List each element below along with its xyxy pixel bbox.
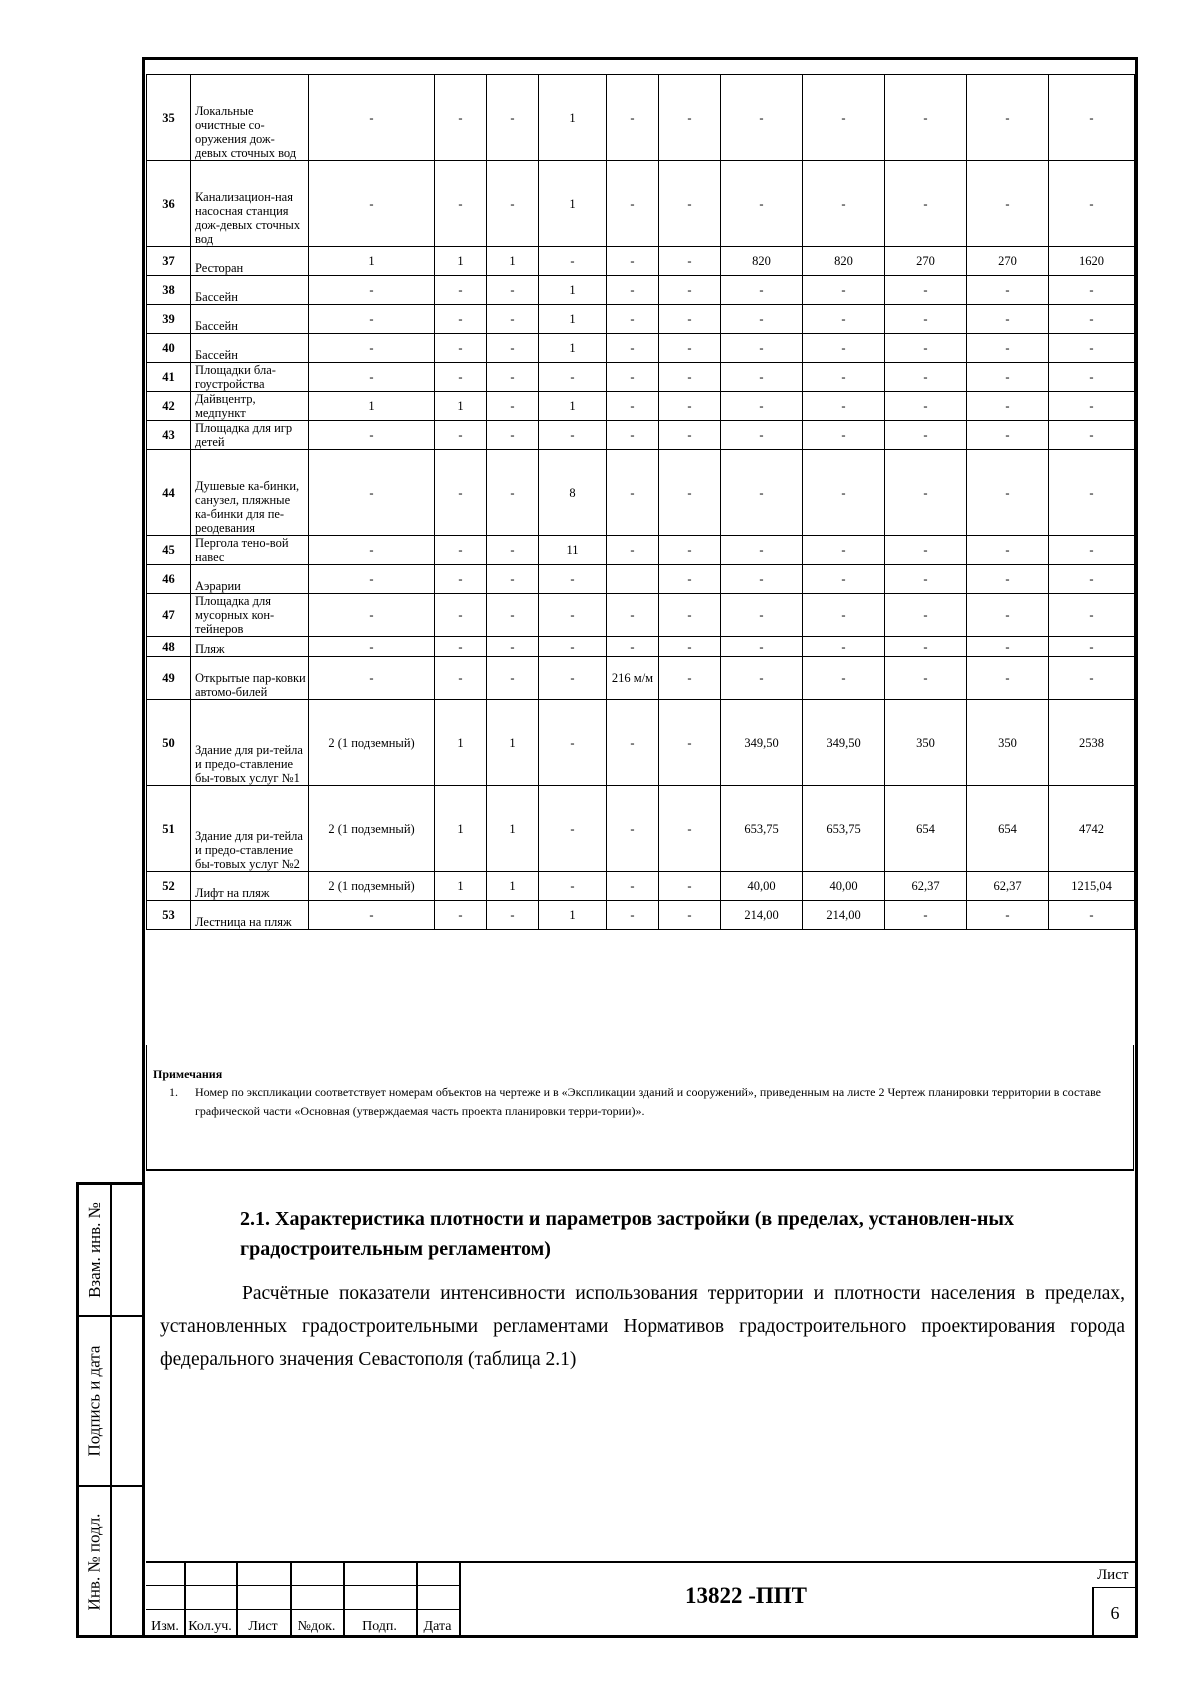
table-cell: 62,37 (885, 872, 967, 901)
table-cell: 2 (1 подземный) (309, 872, 435, 901)
table-cell: 1 (487, 786, 539, 872)
table-cell: 1 (487, 872, 539, 901)
object-name: Здание для ри-тейла и предо-ставление бы-товых услуг №1 (191, 700, 309, 786)
row-number: 44 (147, 450, 191, 536)
table-cell: 40,00 (721, 872, 803, 901)
table-cell: - (721, 334, 803, 363)
table-cell: - (803, 565, 885, 594)
table-cell: - (885, 901, 967, 930)
table-cell: - (967, 421, 1049, 450)
sidebar-podpis: Подпись и дата (84, 1345, 104, 1457)
sidebar-inv: Инв. № подл. (84, 1513, 104, 1611)
row-number: 39 (147, 305, 191, 334)
object-name: Лифт на пляж (191, 872, 309, 901)
table-cell: - (487, 75, 539, 161)
table-cell: 270 (967, 247, 1049, 276)
table-cell: - (885, 276, 967, 305)
table-cell: - (803, 392, 885, 421)
table-cell: - (435, 334, 487, 363)
table-cell: - (487, 657, 539, 700)
table-cell: 1 (435, 872, 487, 901)
object-name: Пляж (191, 637, 309, 657)
table-cell: - (721, 392, 803, 421)
table-cell: - (659, 421, 721, 450)
table-cell: - (659, 637, 721, 657)
table-cell: - (1049, 276, 1135, 305)
table-cell: - (659, 786, 721, 872)
table-row (147, 161, 1135, 247)
table-cell: - (721, 75, 803, 161)
table-cell: - (885, 334, 967, 363)
table-cell: - (967, 161, 1049, 247)
table-cell: - (967, 75, 1049, 161)
table-cell: - (967, 565, 1049, 594)
table-cell: - (659, 450, 721, 536)
table-cell: 653,75 (803, 786, 885, 872)
table-cell: - (435, 565, 487, 594)
table-cell: - (435, 363, 487, 392)
row-number: 50 (147, 700, 191, 786)
table-cell: - (435, 421, 487, 450)
table-cell: - (435, 536, 487, 565)
object-name: Бассейн (191, 276, 309, 305)
table-cell: - (967, 392, 1049, 421)
table-cell: - (885, 75, 967, 161)
table-cell: 270 (885, 247, 967, 276)
table-cell: - (487, 901, 539, 930)
object-name: Площадка для мусорных кон-тейнеров (191, 594, 309, 637)
table-cell: - (607, 305, 659, 334)
table-cell: - (607, 450, 659, 536)
table-cell: - (607, 872, 659, 901)
table-cell: - (487, 536, 539, 565)
table-cell: 350 (885, 700, 967, 786)
row-number: 52 (147, 872, 191, 901)
table-cell: - (659, 75, 721, 161)
table-cell: - (967, 901, 1049, 930)
table-row (147, 700, 1135, 786)
row-number: 40 (147, 334, 191, 363)
notes-heading: Примечания (153, 1067, 223, 1081)
table-cell: 654 (885, 786, 967, 872)
table-cell: - (659, 594, 721, 637)
object-name: Ресторан (191, 247, 309, 276)
table-cell: - (309, 657, 435, 700)
table-cell: 4742 (1049, 786, 1135, 872)
table-cell: - (803, 421, 885, 450)
table-row (147, 247, 1135, 276)
table-cell: - (885, 421, 967, 450)
table-cell: 8 (539, 450, 607, 536)
table-cell: - (487, 161, 539, 247)
table-cell: - (607, 247, 659, 276)
object-name: Площадка для игр детей (191, 421, 309, 450)
table-cell: - (309, 637, 435, 657)
notes-block (146, 1045, 1134, 1170)
table-cell: 1 (435, 786, 487, 872)
table-cell: - (885, 657, 967, 700)
table-cell: - (659, 565, 721, 594)
table-cell: - (885, 565, 967, 594)
table-cell: - (309, 305, 435, 334)
table-cell: 349,50 (803, 700, 885, 786)
object-name: Канализацион-ная насосная станция дож-девых сточных вод (191, 161, 309, 247)
row-number: 41 (147, 363, 191, 392)
row-number: 48 (147, 637, 191, 657)
table-cell: - (721, 421, 803, 450)
table-cell: 820 (721, 247, 803, 276)
table-cell: - (1049, 450, 1135, 536)
table-cell: - (885, 450, 967, 536)
table-row (147, 363, 1135, 392)
table-cell: - (967, 363, 1049, 392)
table-cell: 2538 (1049, 700, 1135, 786)
stamp-label-koluch: Кол.уч. (188, 1619, 232, 1634)
table-cell: 2 (1 подземный) (309, 700, 435, 786)
table-cell: - (659, 700, 721, 786)
table-cell: - (539, 872, 607, 901)
table-cell: - (309, 334, 435, 363)
table-cell: - (539, 657, 607, 700)
table-cell: - (1049, 305, 1135, 334)
table-cell: - (309, 901, 435, 930)
table-cell: - (539, 421, 607, 450)
table-cell: 1 (435, 392, 487, 421)
table-cell: - (539, 247, 607, 276)
table-cell: 1 (309, 392, 435, 421)
object-name: Аэрарии (191, 565, 309, 594)
table-row (147, 276, 1135, 305)
table-cell: - (607, 363, 659, 392)
object-name: Дайвцентр, медпункт (191, 392, 309, 421)
table-cell: 1 (539, 392, 607, 421)
document-code: 13822 -ППТ (684, 1583, 808, 1608)
table-cell: - (721, 637, 803, 657)
table-cell: - (435, 637, 487, 657)
table-cell: - (1049, 334, 1135, 363)
table-row (147, 305, 1135, 334)
table-cell: - (539, 637, 607, 657)
row-number: 37 (147, 247, 191, 276)
table-cell: - (435, 450, 487, 536)
table-cell: - (967, 450, 1049, 536)
table-cell: - (721, 594, 803, 637)
table-cell: - (721, 363, 803, 392)
table-cell: - (803, 276, 885, 305)
row-number: 53 (147, 901, 191, 930)
section-title: 2.1. Характеристика плотности и параметров застройки (в пределах, установлен-ных градостроительным регламентом) (240, 1208, 1015, 1260)
table-cell: - (309, 276, 435, 305)
table-cell: 350 (967, 700, 1049, 786)
table-cell: - (607, 536, 659, 565)
row-number: 45 (147, 536, 191, 565)
sheet-number: 6 (1110, 1603, 1120, 1623)
table-cell: - (607, 161, 659, 247)
table-cell: - (1049, 657, 1135, 700)
object-name: Пергола тено-вой навес (191, 536, 309, 565)
table-cell: - (309, 363, 435, 392)
table-cell: - (967, 637, 1049, 657)
table-row (147, 637, 1135, 657)
table-cell: - (435, 161, 487, 247)
table-cell: - (1049, 421, 1135, 450)
table-cell: - (1049, 536, 1135, 565)
table-cell: - (607, 637, 659, 657)
table-cell: 1 (487, 700, 539, 786)
row-number: 36 (147, 161, 191, 247)
table-cell: - (607, 786, 659, 872)
table-row (147, 536, 1135, 565)
table-cell: - (487, 305, 539, 334)
table-row (147, 565, 1135, 594)
table-row (147, 594, 1135, 637)
table-cell: - (607, 594, 659, 637)
table-cell: - (607, 392, 659, 421)
table-cell: - (487, 421, 539, 450)
object-name: Лестница на пляж (191, 901, 309, 930)
table-cell: - (309, 75, 435, 161)
stamp-label-data: Дата (423, 1619, 452, 1634)
table-cell: - (435, 594, 487, 637)
table-cell: - (1049, 161, 1135, 247)
table-row (147, 872, 1135, 901)
table-cell: - (487, 450, 539, 536)
notes-item (169, 1083, 1117, 1121)
table-cell: - (967, 305, 1049, 334)
object-name: Бассейн (191, 334, 309, 363)
table-cell: - (539, 700, 607, 786)
table-cell (607, 565, 659, 594)
table-body (147, 75, 1135, 930)
table-cell: - (539, 565, 607, 594)
notes-item-text: Номер по экспликации соответствует номерам объектов на чертеже и в «Экспликации зданий и сооружений», приведенным на листе 2 Чертеж планировки территории в составе графической части «Основная (утверждаемая часть проекта планировки терри-тории)». (195, 1085, 1102, 1118)
row-number: 42 (147, 392, 191, 421)
table-cell: 62,37 (967, 872, 1049, 901)
table-cell: - (721, 565, 803, 594)
table-row (147, 334, 1135, 363)
table-cell: - (607, 75, 659, 161)
table-cell: - (803, 161, 885, 247)
table-cell: - (309, 421, 435, 450)
table-cell: - (803, 637, 885, 657)
object-name: Локальные очистные со-оружения дож-девых сточных вод (191, 75, 309, 161)
explication-table (146, 74, 1135, 930)
table-cell: - (659, 161, 721, 247)
table-cell: 1620 (1049, 247, 1135, 276)
object-name: Бассейн (191, 305, 309, 334)
table-cell: - (885, 363, 967, 392)
object-name: Открытые пар-ковки автомо-билей (191, 657, 309, 700)
table-cell: - (967, 334, 1049, 363)
stamp-label-list: Лист (248, 1619, 278, 1634)
divider (146, 1169, 1134, 1171)
table-row (147, 657, 1135, 700)
table-cell: - (487, 276, 539, 305)
table-cell: - (607, 334, 659, 363)
table-cell: 11 (539, 536, 607, 565)
object-name: Здание для ри-тейла и предо-ставление бы-товых услуг №2 (191, 786, 309, 872)
table-cell: 1 (539, 305, 607, 334)
table-cell: - (659, 392, 721, 421)
table-cell: - (435, 305, 487, 334)
table-cell: 1 (539, 901, 607, 930)
table-cell: - (659, 334, 721, 363)
table-cell: - (1049, 392, 1135, 421)
table-cell: 214,00 (803, 901, 885, 930)
table-cell: - (885, 392, 967, 421)
table-cell: - (309, 450, 435, 536)
table-cell: - (967, 276, 1049, 305)
stamp-label-podp: Подп. (362, 1619, 397, 1634)
table-cell: - (967, 594, 1049, 637)
table-cell: - (1049, 594, 1135, 637)
table-row (147, 450, 1135, 536)
notes-item-number: 1. (169, 1085, 178, 1099)
table-cell: - (803, 305, 885, 334)
table-row (147, 901, 1135, 930)
table-cell: 214,00 (721, 901, 803, 930)
row-number: 47 (147, 594, 191, 637)
table-row (147, 786, 1135, 872)
table-cell: - (803, 657, 885, 700)
table-cell: 1 (539, 334, 607, 363)
table-cell: - (659, 657, 721, 700)
table-cell: - (1049, 901, 1135, 930)
table-cell: - (803, 450, 885, 536)
row-number: 38 (147, 276, 191, 305)
table-cell: - (721, 657, 803, 700)
table-cell: - (607, 421, 659, 450)
table-cell: - (1049, 565, 1135, 594)
row-number: 35 (147, 75, 191, 161)
title-block (146, 1561, 1135, 1637)
table-cell: - (607, 901, 659, 930)
table-cell: - (539, 594, 607, 637)
table-cell: 1 (539, 276, 607, 305)
table-cell: 349,50 (721, 700, 803, 786)
table-cell: - (487, 334, 539, 363)
stamp-label-izm: Изм. (151, 1619, 179, 1634)
table-cell: - (1049, 363, 1135, 392)
section-paragraph: Расчётные показатели интенсивности использования территории и плотности населения в пределах, установленных градостроительными регламентами Нормативов градостроительного проектирования города федерального значения Севастополя (таблица 2.1) (160, 1283, 1125, 1370)
table-cell: - (967, 657, 1049, 700)
table-row (147, 75, 1135, 161)
table-cell: - (309, 161, 435, 247)
table-cell: 1 (487, 247, 539, 276)
table-cell: - (721, 536, 803, 565)
table-cell: - (803, 363, 885, 392)
table-cell: - (659, 363, 721, 392)
table-cell: 1 (435, 247, 487, 276)
table-cell: - (885, 637, 967, 657)
table-cell: 1 (539, 161, 607, 247)
side-stamp (76, 1182, 142, 1638)
table-cell: - (659, 536, 721, 565)
table-cell: - (659, 247, 721, 276)
object-name: Площадки бла-гоустройства (191, 363, 309, 392)
row-number: 46 (147, 565, 191, 594)
table-cell: - (721, 305, 803, 334)
row-number: 43 (147, 421, 191, 450)
table-row (147, 392, 1135, 421)
table-cell: 1 (435, 700, 487, 786)
table-cell: - (803, 75, 885, 161)
row-number: 51 (147, 786, 191, 872)
table-cell: - (435, 75, 487, 161)
table-cell: 40,00 (803, 872, 885, 901)
table-cell: - (721, 450, 803, 536)
table-cell: - (607, 276, 659, 305)
table-row (147, 421, 1135, 450)
table-cell: - (659, 276, 721, 305)
table-cell: - (487, 594, 539, 637)
table-cell: - (435, 901, 487, 930)
table-cell: - (1049, 637, 1135, 657)
table-cell: - (803, 594, 885, 637)
table-cell: 653,75 (721, 786, 803, 872)
table-cell: - (539, 363, 607, 392)
table-cell: 654 (967, 786, 1049, 872)
table-cell: - (659, 901, 721, 930)
table-cell: - (885, 161, 967, 247)
table-cell: 1 (309, 247, 435, 276)
table-cell: - (659, 872, 721, 901)
table-cell: - (885, 305, 967, 334)
table-cell: - (721, 161, 803, 247)
sheet-label: Лист (1097, 1567, 1129, 1583)
table-cell: 820 (803, 247, 885, 276)
table-cell: - (309, 565, 435, 594)
table-cell: - (967, 536, 1049, 565)
table-cell: - (435, 276, 487, 305)
table-cell: - (487, 363, 539, 392)
table-cell: - (885, 536, 967, 565)
table-cell: - (803, 334, 885, 363)
row-number: 49 (147, 657, 191, 700)
table-cell: 1215,04 (1049, 872, 1135, 901)
table-cell: - (309, 536, 435, 565)
table-cell: - (659, 305, 721, 334)
sidebar-vzam: Взам. инв. № (84, 1202, 104, 1298)
table-cell: - (803, 536, 885, 565)
table-cell: - (1049, 75, 1135, 161)
table-cell: 216 м/м (607, 657, 659, 700)
table-cell: - (487, 565, 539, 594)
table-cell: - (539, 786, 607, 872)
table-cell: - (435, 657, 487, 700)
table-cell: - (607, 700, 659, 786)
table-cell: - (487, 392, 539, 421)
table-cell: - (721, 276, 803, 305)
table-cell: - (885, 594, 967, 637)
table-cell: - (309, 594, 435, 637)
object-name: Душевые ка-бинки, санузел, пляжные ка-бинки для пе-реодевания (191, 450, 309, 536)
stamp-label-ndok: №док. (297, 1619, 336, 1634)
table-cell: - (487, 637, 539, 657)
table-cell: 1 (539, 75, 607, 161)
table-cell: 2 (1 подземный) (309, 786, 435, 872)
